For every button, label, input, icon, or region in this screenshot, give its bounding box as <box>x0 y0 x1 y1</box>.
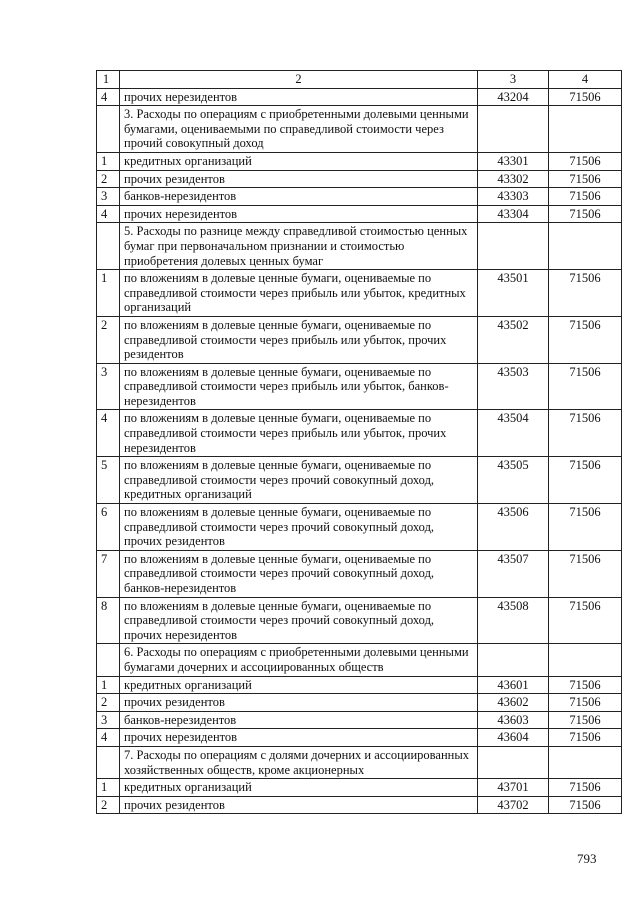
table-row <box>97 363 622 410</box>
account-code: 43301 <box>478 152 549 170</box>
accounts-table <box>96 70 622 814</box>
page-number: 793 <box>577 851 597 866</box>
row-description: по вложениям в долевые ценные бумаги, оцениваемые по справедливой стоимости через прочий совокупный доход, прочих резидентов <box>120 504 478 551</box>
symbol-code: 71506 <box>549 316 622 363</box>
section-row <box>97 746 622 778</box>
symbol-code: 71506 <box>549 796 622 814</box>
section-row <box>97 106 622 153</box>
row-number: 2 <box>97 694 120 712</box>
row-number-cell <box>97 223 120 270</box>
account-code: 43602 <box>478 694 549 712</box>
row-description: прочих нерезидентов <box>120 205 478 223</box>
symbol-code: 71506 <box>549 729 622 747</box>
header-col-1: 1 <box>97 71 120 89</box>
row-number: 4 <box>97 88 120 106</box>
account-code: 43501 <box>478 270 549 317</box>
row-number: 2 <box>97 796 120 814</box>
account-code-cell <box>478 644 549 676</box>
row-number: 3 <box>97 711 120 729</box>
account-code: 43508 <box>478 597 549 644</box>
account-code: 43506 <box>478 504 549 551</box>
symbol-code: 71506 <box>549 597 622 644</box>
symbol-code: 71506 <box>549 504 622 551</box>
table-row <box>97 779 622 797</box>
row-number: 8 <box>97 597 120 644</box>
row-description: по вложениям в долевые ценные бумаги, оцениваемые по справедливой стоимости через прибыль или убыток, прочих нерезидентов <box>120 410 478 457</box>
row-description: по вложениям в долевые ценные бумаги, оцениваемые по справедливой стоимости через прибыль или убыток, банков-нерезидентов <box>120 363 478 410</box>
account-code-cell <box>478 223 549 270</box>
table-row <box>97 597 622 644</box>
account-code-cell <box>478 106 549 153</box>
symbol-code: 71506 <box>549 410 622 457</box>
table-row <box>97 694 622 712</box>
symbol-code: 71506 <box>549 550 622 597</box>
account-code: 43503 <box>478 363 549 410</box>
row-description: кредитных организаций <box>120 779 478 797</box>
row-number: 3 <box>97 188 120 206</box>
table-row <box>97 796 622 814</box>
row-number: 4 <box>97 410 120 457</box>
row-description: банков-нерезидентов <box>120 188 478 206</box>
row-description: по вложениям в долевые ценные бумаги, оцениваемые по справедливой стоимости через прибыль или убыток, прочих резидентов <box>120 316 478 363</box>
table-row <box>97 205 622 223</box>
section-heading: 3. Расходы по операциям с приобретенными долевыми ценными бумагами, оцениваемыми по справедливой стоимости через прочий совокупный доход <box>120 106 478 153</box>
account-code: 43502 <box>478 316 549 363</box>
section-row <box>97 223 622 270</box>
row-description: кредитных организаций <box>120 676 478 694</box>
row-number: 1 <box>97 152 120 170</box>
symbol-code: 71506 <box>549 694 622 712</box>
account-code: 43603 <box>478 711 549 729</box>
row-description: прочих резидентов <box>120 796 478 814</box>
row-number-cell <box>97 106 120 153</box>
section-heading: 5. Расходы по разнице между справедливой стоимостью ценных бумаг при первоначальном признании и стоимостью приобретения долевых ценных бумаг <box>120 223 478 270</box>
account-code: 43504 <box>478 410 549 457</box>
table-row <box>97 457 622 504</box>
row-number: 1 <box>97 270 120 317</box>
row-description: прочих резидентов <box>120 170 478 188</box>
table-row <box>97 711 622 729</box>
table-row <box>97 152 622 170</box>
symbol-code: 71506 <box>549 457 622 504</box>
row-description: кредитных организаций <box>120 152 478 170</box>
row-number: 3 <box>97 363 120 410</box>
row-number: 4 <box>97 205 120 223</box>
symbol-code-cell <box>549 644 622 676</box>
symbol-code-cell <box>549 746 622 778</box>
row-description: прочих нерезидентов <box>120 729 478 747</box>
table-row <box>97 316 622 363</box>
table-row <box>97 504 622 551</box>
section-heading: 6. Расходы по операциям с приобретенными долевыми ценными бумагами дочерних и ассоциированных обществ <box>120 644 478 676</box>
row-description: по вложениям в долевые ценные бумаги, оцениваемые по справедливой стоимости через прочий совокупный доход, кредитных организаций <box>120 457 478 504</box>
symbol-code: 71506 <box>549 205 622 223</box>
symbol-code-cell <box>549 106 622 153</box>
symbol-code: 71506 <box>549 170 622 188</box>
table-row <box>97 729 622 747</box>
row-number-cell <box>97 746 120 778</box>
symbol-code: 71506 <box>549 88 622 106</box>
header-col-4: 4 <box>549 71 622 89</box>
account-code: 43701 <box>478 779 549 797</box>
account-code: 43702 <box>478 796 549 814</box>
table-row <box>97 88 622 106</box>
row-number-cell <box>97 644 120 676</box>
symbol-code-cell <box>549 223 622 270</box>
symbol-code: 71506 <box>549 188 622 206</box>
table-row <box>97 170 622 188</box>
table-row <box>97 410 622 457</box>
row-number: 6 <box>97 504 120 551</box>
symbol-code: 71506 <box>549 779 622 797</box>
row-description: банков-нерезидентов <box>120 711 478 729</box>
symbol-code: 71506 <box>549 363 622 410</box>
symbol-code: 71506 <box>549 270 622 317</box>
account-code-cell <box>478 746 549 778</box>
symbol-code: 71506 <box>549 152 622 170</box>
account-code: 43302 <box>478 170 549 188</box>
section-heading: 7. Расходы по операциям с долями дочерних и ассоциированных хозяйственных обществ, кроме акционерных <box>120 746 478 778</box>
account-code: 43604 <box>478 729 549 747</box>
account-code: 43204 <box>478 88 549 106</box>
row-number: 2 <box>97 170 120 188</box>
account-code: 43304 <box>478 205 549 223</box>
account-code: 43505 <box>478 457 549 504</box>
header-col-2: 2 <box>120 71 478 89</box>
table-row <box>97 550 622 597</box>
row-number: 1 <box>97 779 120 797</box>
table-row <box>97 188 622 206</box>
account-code: 43601 <box>478 676 549 694</box>
row-number: 4 <box>97 729 120 747</box>
symbol-code: 71506 <box>549 676 622 694</box>
table-row <box>97 270 622 317</box>
row-description: по вложениям в долевые ценные бумаги, оцениваемые по справедливой стоимости через прибыль или убыток, кредитных организаций <box>120 270 478 317</box>
table-row <box>97 676 622 694</box>
row-number: 1 <box>97 676 120 694</box>
symbol-code: 71506 <box>549 711 622 729</box>
row-description: прочих резидентов <box>120 694 478 712</box>
row-number: 2 <box>97 316 120 363</box>
header-row <box>97 71 622 89</box>
row-description: прочих нерезидентов <box>120 88 478 106</box>
row-number: 7 <box>97 550 120 597</box>
row-description: по вложениям в долевые ценные бумаги, оцениваемые по справедливой стоимости через прочий совокупный доход, прочих нерезидентов <box>120 597 478 644</box>
account-code: 43507 <box>478 550 549 597</box>
row-number: 5 <box>97 457 120 504</box>
header-col-3: 3 <box>478 71 549 89</box>
section-row <box>97 644 622 676</box>
accounts-table-body <box>97 71 622 814</box>
account-code: 43303 <box>478 188 549 206</box>
row-description: по вложениям в долевые ценные бумаги, оцениваемые по справедливой стоимости через прочий совокупный доход, банков-нерезидентов <box>120 550 478 597</box>
